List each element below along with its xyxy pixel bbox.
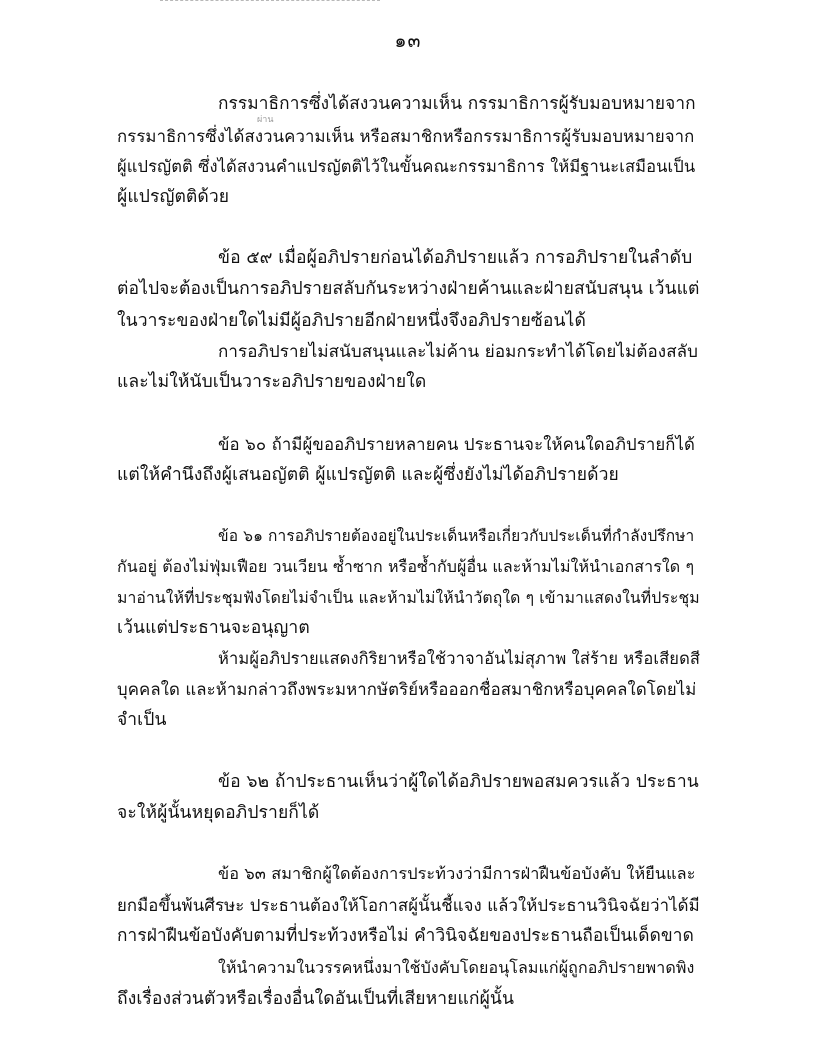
text-line: กันอยู่ ต้องไม่ฟุ่มเฟือย วนเวียน ซ้ำซาก หรือซ้ำกับผู้อื่น และห้ามไม่ให้นำเอกสารใด ๆ (117, 557, 695, 576)
page-number: ๑๓ (394, 30, 422, 52)
text-line: ห้ามผู้อภิปรายแสดงกิริยาหรือใช้วาจาอันไม่สุภาพ ใส่ร้าย หรือเสียดสี (218, 649, 701, 668)
text-line: และไม่ให้นับเป็นวาระอภิปรายของฝ่ายใด (117, 372, 427, 392)
text-line: มาอ่านให้ที่ประชุมฟังโดยไม่จำเป็น และห้ามไม่ให้นำวัตถุใด ๆ เข้ามาแสดงในที่ประชุม (117, 588, 700, 607)
text-line: กรรมาธิการซึ่งได้สงวนความเห็น หรือสมาชิกหรือกรรมาธิการผู้รับมอบหมายจาก (117, 126, 695, 146)
text-line: ต่อไปจะต้องเป็นการอภิปรายสลับกันระหว่างฝ่ายค้านและฝ่ายสนับสนุน เว้นแต่ (117, 279, 700, 299)
text-line: การฝ่าฝืนข้อบังคับตามที่ประท้วงหรือไม่ คำวินิจฉัยของประธานถือเป็นเด็ดขาด (117, 926, 694, 946)
text-line: ยกมือขึ้นพ้นศีรษะ ประธานต้องให้โอกาสผู้นั้นชี้แจง แล้วให้ประธานวินิจฉัยว่าได้มี (117, 895, 700, 915)
top-scan-rule (160, 0, 380, 1)
text-line: ในวาระของฝ่ายใดไม่มีผู้อภิปรายอีกฝ่ายหนึ่งจึงอภิปรายซ้อนได้ (117, 311, 586, 331)
text-line: ถึงเรื่องส่วนตัวหรือเรื่องอื่นใดอันเป็นที่เสียหายแก่ผู้นั้น (117, 989, 515, 1009)
clause-heading-line: ข้อ ๖๐ ถ้ามีผู้ขออภิปรายหลายคน ประธานจะให้คนใดอภิปรายก็ได้ (218, 434, 696, 454)
text-line: แต่ให้คำนึงถึงผู้เสนอญัตติ ผู้แปรญัตติ และผู้ซึ่งยังไม่ได้อภิปรายด้วย (117, 465, 619, 485)
clause-heading-line: ข้อ ๖๓ สมาชิกผู้ใดต้องการประท้วงว่ามีการฝ่าฝืนข้อบังคับ ให้ยืนและ (218, 864, 696, 883)
clause-heading-line: ข้อ ๖๒ ถ้าประธานเห็นว่าผู้ใดได้อภิปรายพอสมควรแล้ว ประธาน (218, 772, 699, 792)
text-line: การอภิปรายไม่สนับสนุนและไม่ค้าน ย่อมกระทำได้โดยไม่ต้องสลับ (218, 342, 699, 362)
text-line: บุคคลใด และห้ามกล่าวถึงพระมหากษัตริย์หรือออกชื่อสมาชิกหรือบุคคลใดโดยไม่ (117, 679, 697, 699)
text-line: จะให้ผู้นั้นหยุดอภิปรายก็ได้ (117, 803, 320, 823)
text-line: ผู้แปรญัตติด้วย (117, 187, 230, 207)
text-line: จำเป็น (117, 710, 167, 730)
clause-heading-line: ข้อ ๖๑ การอภิปรายต้องอยู่ในประเด็นหรือเกี่ยวกับประเด็นที่กำลังปรึกษา (218, 527, 695, 545)
margin-note: ผ่าน (257, 115, 274, 125)
text-line: ให้นำความในวรรคหนึ่งมาใช้บังคับโดยอนุโลมแก่ผู้ถูกอภิปรายพาดพิง (218, 958, 695, 977)
clause-heading-line: ข้อ ๕๙ เมื่อผู้อภิปรายก่อนได้อภิปรายแล้ว การอภิปรายในลำดับ (218, 248, 693, 268)
text-line: เว้นแต่ประธานจะอนุญาต (117, 618, 310, 638)
text-line: ผู้แปรญัตติ ซึ่งได้สงวนคำแปรญัตติไว้ในขั้นคณะกรรมาธิการ ให้มีฐานะเสมือนเป็น (117, 157, 696, 176)
text-line: กรรมาธิการซึ่งได้สงวนความเห็น กรรมาธิการผู้รับมอบหมายจาก (218, 94, 696, 114)
